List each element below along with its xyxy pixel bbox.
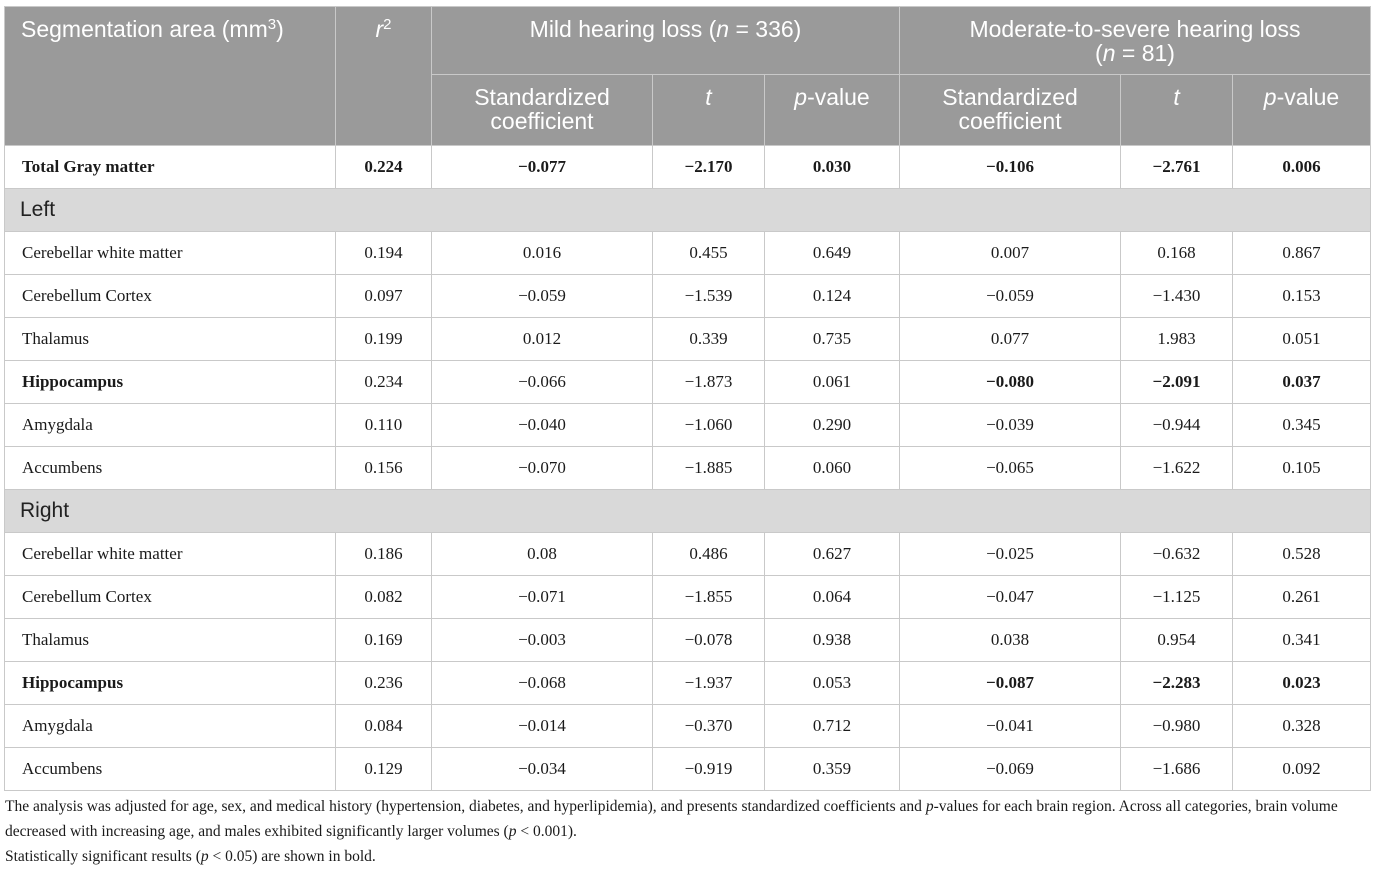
mild-coef-value: −0.059 [432,275,653,318]
table-row [5,275,1371,318]
row-name: Cerebellum Cortex [5,275,336,318]
row-name: Accumbens [5,748,336,791]
table-row [5,576,1371,619]
results-table [4,6,1371,791]
table-row [5,404,1371,447]
mild-t-value: −0.078 [653,619,765,662]
mod-coef-value: 0.077 [900,318,1121,361]
mod-p-value: 0.092 [1233,748,1371,791]
mod-t-value: −2.283 [1121,662,1233,705]
r2-value: 0.224 [336,146,432,189]
mod-p-value-header: p-value [1233,75,1371,146]
mod-coef-value: −0.065 [900,447,1121,490]
mod-t-value: −0.632 [1121,533,1233,576]
r2-value: 0.234 [336,361,432,404]
mild-t-value: −1.855 [653,576,765,619]
table-row [5,748,1371,791]
mild-p-value: 0.649 [765,232,900,275]
mod-p-value: 0.261 [1233,576,1371,619]
table-row [5,662,1371,705]
mild-t-header: t [653,75,765,146]
mild-p-value: 0.124 [765,275,900,318]
mild-t-value: 0.486 [653,533,765,576]
table-row [5,705,1371,748]
left-body [5,232,1371,490]
mild-t-value: −1.885 [653,447,765,490]
mod-p-value: 0.153 [1233,275,1371,318]
r2-value: 0.084 [336,705,432,748]
section-row-left [5,189,1371,232]
mild-t-value: 0.339 [653,318,765,361]
row-name: Cerebellum Cortex [5,576,336,619]
mod-coef-value: −0.069 [900,748,1121,791]
mild-coef-value: −0.040 [432,404,653,447]
mild-coef-value: −0.014 [432,705,653,748]
table-row [5,533,1371,576]
mild-t-value: −1.873 [653,361,765,404]
mod-p-value: 0.051 [1233,318,1371,361]
mod-p-value: 0.341 [1233,619,1371,662]
mod-t-value: −1.622 [1121,447,1233,490]
table-row [5,447,1371,490]
mod-t-value: −1.430 [1121,275,1233,318]
mod-p-value: 0.867 [1233,232,1371,275]
mild-coef-value: −0.066 [432,361,653,404]
section-label-left: Left [5,189,1371,232]
mod-t-value: −0.944 [1121,404,1233,447]
mild-p-value-header: p-value [765,75,900,146]
r2-value: 0.156 [336,447,432,490]
row-name: Cerebellar white matter [5,232,336,275]
section-row-right [5,490,1371,533]
row-name: Amygdala [5,705,336,748]
mod-p-value: 0.528 [1233,533,1371,576]
mod-t-header: t [1121,75,1233,146]
row-name: Hippocampus [5,662,336,705]
mild-t-value: −1.539 [653,275,765,318]
mod-p-value: 0.328 [1233,705,1371,748]
footnote-line-1: The analysis was adjusted for age, sex, and medical history (hypertension, diabetes, and hyperlipidemia), and presents standardized coefficients and p-values for each brain region. Across all categories, brain volume decreased with increasing age, and males exhibited significantly larger volumes (p < 0.001). [5,798,1338,840]
segmentation-area-header: Segmentation area $(mm^3)$ [5,7,336,146]
r2-header: $r^2$ [336,7,432,146]
mild-t-value: −0.919 [653,748,765,791]
table-row [5,232,1371,275]
mild-p-value: 0.060 [765,447,900,490]
mild-coef-value: −0.034 [432,748,653,791]
mod-coef-value: −0.059 [900,275,1121,318]
mod-p-value: 0.023 [1233,662,1371,705]
mod-coef-value: −0.025 [900,533,1121,576]
mod-coef-value: −0.080 [900,361,1121,404]
mild-t-value: −1.937 [653,662,765,705]
mod-t-value: 0.168 [1121,232,1233,275]
mod-p-value: 0.345 [1233,404,1371,447]
r2-value: 0.199 [336,318,432,361]
mild-t-value: −2.170 [653,146,765,189]
mild-std-coef-header: Standardized coefficient [432,75,653,146]
mod-t-value: 0.954 [1121,619,1233,662]
row-name: Hippocampus [5,361,336,404]
mild-t-value: 0.455 [653,232,765,275]
mild-p-value: 0.359 [765,748,900,791]
mild-p-value: 0.938 [765,619,900,662]
mod-p-value: 0.006 [1233,146,1371,189]
mod-coef-value: −0.106 [900,146,1121,189]
mod-coef-value: −0.087 [900,662,1121,705]
mod-coef-value: 0.007 [900,232,1121,275]
mod-t-value: 1.983 [1121,318,1233,361]
mod-p-value: 0.105 [1233,447,1371,490]
mild-t-value: −1.060 [653,404,765,447]
mild-p-value: 0.053 [765,662,900,705]
row-name: Accumbens [5,447,336,490]
mod-t-value: −2.761 [1121,146,1233,189]
table-footnote [5,794,1371,869]
footnote-line-2: Statistically significant results (p < 0.05) are shown in bold. [5,848,376,865]
mild-p-value: 0.712 [765,705,900,748]
r2-value: 0.236 [336,662,432,705]
row-name: Amygdala [5,404,336,447]
r2-value: 0.129 [336,748,432,791]
mod-t-value: −0.980 [1121,705,1233,748]
row-name: Thalamus [5,318,336,361]
mild-p-value: 0.030 [765,146,900,189]
mild-p-value: 0.290 [765,404,900,447]
mod-std-coef-header: Standardized coefficient [900,75,1121,146]
mild-coef-value: −0.071 [432,576,653,619]
mild-p-value: 0.064 [765,576,900,619]
mod-p-value: 0.037 [1233,361,1371,404]
section-label-right: Right [5,490,1371,533]
mild-coef-value: −0.003 [432,619,653,662]
mod-t-value: −2.091 [1121,361,1233,404]
mild-coef-value: −0.077 [432,146,653,189]
table-row [5,318,1371,361]
right-section-body [5,490,1371,533]
mod-coef-value: −0.047 [900,576,1121,619]
r2-value: 0.110 [336,404,432,447]
r2-value: 0.169 [336,619,432,662]
mild-hearing-loss-header: Mild hearing loss (n = 336) [432,7,900,75]
mild-coef-value: 0.08 [432,533,653,576]
table-row-total-gray-matter [5,146,1371,189]
mild-p-value: 0.735 [765,318,900,361]
row-name: Thalamus [5,619,336,662]
right-body [5,533,1371,791]
mild-p-value: 0.061 [765,361,900,404]
table-row [5,619,1371,662]
table-header [5,7,1371,146]
mild-coef-value: 0.016 [432,232,653,275]
mild-coef-value: −0.070 [432,447,653,490]
mod-t-value: −1.125 [1121,576,1233,619]
mild-p-value: 0.627 [765,533,900,576]
mod-coef-value: −0.041 [900,705,1121,748]
r2-value: 0.194 [336,232,432,275]
table-body [5,146,1371,232]
mild-coef-value: 0.012 [432,318,653,361]
r2-value: 0.097 [336,275,432,318]
table-row [5,361,1371,404]
r2-value: 0.082 [336,576,432,619]
moderate-severe-hearing-loss-header: Moderate-to-severe hearing loss (n = 81) [900,7,1371,75]
r2-value: 0.186 [336,533,432,576]
mild-t-value: −0.370 [653,705,765,748]
mod-t-value: −1.686 [1121,748,1233,791]
row-name: Total Gray matter [5,146,336,189]
row-name: Cerebellar white matter [5,533,336,576]
mod-coef-value: 0.038 [900,619,1121,662]
mild-coef-value: −0.068 [432,662,653,705]
mod-coef-value: −0.039 [900,404,1121,447]
